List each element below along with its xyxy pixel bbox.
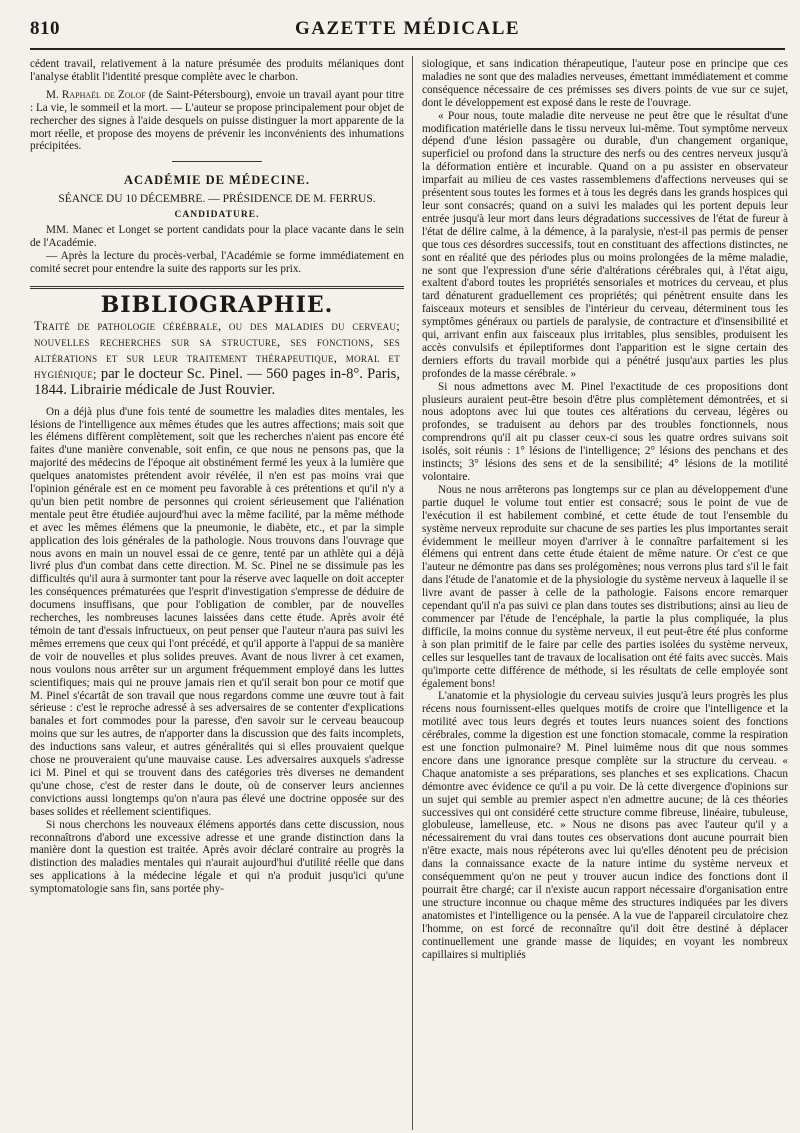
section-double-rule [30, 286, 404, 289]
zolof-author: M. Raphaël de Zolof [46, 88, 146, 101]
right-column [422, 58, 788, 1130]
zolof-paragraph [30, 89, 404, 154]
book-publication: par le docteur Sc. Pinel. — 560 pages in-8°. Paris, 1844. Librairie médicale de Just Rouvier. [34, 365, 400, 398]
zolof-text: (de Saint-Pétersbourg), envoie un travail ayant pour titre : La vie, le sommeil et la mort. — L'auteur se propose principalement pour objet de rechercher des signes à l'aide desquels on puisse distinguer la mort apparente de la mort réelle, et propose des moyens de prévenir les inconvénients des inhumations précipitées. [30, 88, 404, 153]
candidature-heading: CANDIDATURE. [174, 210, 260, 221]
book-title-text: Traité de pathologie cérébrale, ou des maladies du cerveau; nouvelles recherches sur sa structure, ses fonctions, ses altérations et sur leur traitement thérapeutique, moral et hygiénique; [34, 318, 400, 381]
right-paragraph-5: L'anatomie et la physiologie du cerveau suivies jusqu'à leurs progrès les plus récens nous fournissent-elles quelques motifs de croire que l'intelligence et la motilité avec tous leurs degrés et toutes leurs nuances soient des fonctions cérébrales, comme la digestion est une fonction stomacale, comme la respiration est une fonction pulmonaire? M. Pinel luimême nous dit que nous sommes encore dans une ignorance presque complète sur la structure du cerveau. « Chaque anatomiste a ses préparations, ses planches et ses explications. Chacun démontre avec évidence ce qu'il a pu voir. De là cette divergence d'opinions sur un sujet qui semble au premier aspect n'en admettre aucune; de là ces théories successives qui ont considéré cette structure comme fibreuse, linéaire, tubuleuse, globuleuse, lamelleuse, etc. » Nous ne disons pas avec l'auteur qu'il y a nécessairement du vrai dans toutes ces observations dont aucune pourrait bien n'être exacte, mais nous répéterons avec lui qu'elles dénotent peu de précision dans la connaissance exacte de la nature intime du système nerveux et conséquemment qu'on ne peut y trouver aucun indice des fonctions dont il pourrait être chargé; car il n'existe aucun rapport nécessaire d'organisation entre une structure inconnue ou chaque même des structures indiquées par les divers anatomistes et l'intelligence ou la pensée. A la vue de l'appareil circulatoire chez l'homme, on est forcé de reconnaître qu'il doit être destiné à déplacer continuellement une grande masse de liquides; en voyant les nombreux capillaires si multipliés [422, 690, 788, 961]
academy-title: ACADÉMIE DE MÉDECINE. [124, 173, 310, 188]
right-paragraph-quote: « Pour nous, toute maladie dite nerveuse ne peut être que le résultat d'une modification matérielle dans le tissu nerveux lui-même. Tout symptôme nerveux dépend d'une lésion passagère ou durable, d'un changement organique, superficiel ou profond dans la structure des nerfs ou des centres nerveux jusqu'à la déformation entière et incurable. Quand on a pu assister en observateur imparfait au milieu de ces vastes rassemblemens d'affections nerveuses qui se présentent sous toutes les formes et à tous les degrés dans les grands hospices qui leur sont consacrés; quand on a suivi les malades qui les portent depuis leur entrée jusqu'à leur mort dans leurs dégradations successives de l'état de fureur à l'état de délire calme, à la démence, à la paralysie, n'est-il pas permis de penser que tous ces désordres successifs, tout en constituant des affections distinctes, ne sont en réalité que des périodes plus ou moins prolongées de la même maladie, ne sont que l'expression d'une série d'altérations cérébrales qui, à l'état aigu, exaltent d'abord toutes les propriétés sensoriales et motrices du cerveau, et plus tard dénaturent graduellement ces propriétés; qui pénètrent ensuite dans les faisceaux moteurs et sensibles de l'intérieur du cerveau, déterminent tous les symptômes généraux ou partiels de paralysie, de contracture et d'insensibilité et qui, arrivant enfin aux faisceaux plus irritables, plus sensibles, produisent les accès convulsifs et épileptiformes dont l'apparition est le signe certain des derniers efforts du travail morbide qui a pénétré jusqu'aux parties les plus profondes de la masse cérébrale. » [422, 109, 788, 380]
candidature-text: MM. Manec et Longet se portent candidats pour la place vacante dans le sein de l'Académie. [30, 224, 404, 249]
left-column [30, 58, 404, 1130]
bibliography-title: BIBLIOGRAPHIE. [100, 291, 334, 318]
right-paragraph-1: siologique, et sans indication thérapeutique, l'auteur pose en principe que ces maladies ne sont que des maladies nerveuses, émettant immédiatement et comme conséquence nécessaire de ces prémisses ses divers points de vue sur ce sujet, dont le développement est exposé dans le reste de l'ouvrage. [422, 58, 788, 109]
secret-committee-text: — Après la lecture du procès-verbal, l'Académie se forme immédiatement en comité secret pour entendre la suite des rapports sur les prix. [30, 249, 404, 275]
review-paragraph-1: On a déjà plus d'une fois tenté de soumettre les maladies dites mentales, les lésions de l'intelligence aux mêmes études que les autres affections; mais soit que les élémens diffèrent complètement, soit que les recherches n'aient pas encore été faites d'une manière convenable, soit enfin, ce que nous ne pensons pas, que la majorité des médecins de l'époque ait obstinément fermé les yeux à la lumière que quelques anatomistes prétendent avoir révélée, il n'en est pas moins vrai que l'opinion générale est en ce moment peu favorable à ces prétentions et qu'il n'y a qu'un bien petit nombre de personnes qui croient sérieusement que l'aliénation mentale peut être étudiée aujourd'hui avec la même facilité, par la même méthode et avec les mêmes élémens que la pneumonie, le diabète, etc., et par la simple application des lois générales de la pathologie. Nous trouvons dans l'ouvrage que nous avons en main un nouvel essai de ce genre, tenté par un athlète qui a déjà livré plus d'un combat dans cette direction. M. Sc. Pinel ne se dissimule pas les difficultés qu'il aura à surmonter tant pour la réserve avec laquelle on doit accepter les conséquences prématurées que l'esprit d'investigation s'empresse de déduire de documens insuffisans, que pour l'obligation de combler, par de nouvelles recherches, les nombreuses lacunes laissées dans cette étude. Après avoir été témoin de tant d'essais infructueux, on peut penser que l'auteur n'aura pas suivi les mêmes erremens que ceux qui l'ont précédé, et qu'il apporte à l'appui de sa manière de voir de nouvelles et plus solides preuves. Avant de nous livrer à cet examen, nous voulons nous arrêter sur un argument fréquemment employé dans les luttes scientifiques; mais qui ne prouve jamais rien et qu'il serait bon pour ce motif que M. Pinel s'écartât de son travail que nous regardons comme une œuvre tout à fait sérieuse : c'est le reproche adressé à ses adversaires de se contenter d'explications banales et fort commodes pour la paresse, d'en savoir sur le cerveau beaucoup moins que sur les autres, de n'apporter dans la discussion que des faits incomplets, des inductions sans valeur, et autres généralités qui si elles prouvaient quelque chose ne prouveraient qu'une mauvaise cause. Les adversaires auxquels s'adresse ici M. Pinel et qui se trouvent dans des catégories très diverses ne demandent qu'une chose, c'est de rester dans le doute, où de conserver leurs anciennes convictions aussi longtemps qu'on n'aura pas élevé une doctrine opposée sur des bases solides et réellement scientifiques. [30, 405, 404, 818]
review-paragraph-2: Si nous cherchons les nouveaux élémens apportés dans cette discussion, nous reconnaîtrons d'abord une excessive adresse et une grande distinction dans la manière dont la question est traitée. Après avoir déclaré contraire au progrès la distinction des maladies mentales qui n'aurait aujourd'hui d'utilité réelle que dans ses applications à la médecine légale et qui n'a produit jusqu'ici qu'une symptomatologie sans fin, sans portée phy- [30, 818, 404, 896]
masthead-title: GAZETTE MÉDICALE [294, 18, 521, 39]
page-header [30, 18, 785, 46]
column-divider [412, 56, 413, 1130]
right-paragraph-3: Si nous admettons avec M. Pinel l'exactitude de ces propositions dont plusieurs auraient peut-être besoin d'être plus complètement démontrées, et si nous adoptons avec lui que toutes ces altérations du cerveau, légères ou profondes, se traduisent au dehors par des troubles fonctionnels, nous comprendrons qu'il ait pu classer ceux-ci sous les quatre ordres suivans soit isolés, soit réunis : 1° lésions de l'intelligence; 2° lésions des penchans et des instincts; 3° lésions des sens et de la sensibilité; 4° lésions de la motilité volontaire. [422, 380, 788, 483]
book-title [34, 318, 400, 398]
session-line: SÉANCE DU 10 DÉCEMBRE. — PRÉSIDENCE DE M. FERRUS. [58, 193, 376, 206]
short-divider [172, 161, 262, 162]
header-rule [30, 48, 785, 50]
left-paragraph-1: cédent travail, relativement à la nature présumée des produits mélaniques dont l'analyse établit l'identité presque complète avec le charbon. [30, 58, 404, 83]
right-paragraph-4: Nous ne nous arrêterons pas longtemps sur ce plan au développement d'une partie duquel le volume tout entier est consacré; sous le point de vue de l'exécution il est habilement combiné, et cette étude de tout l'ensemble du système nerveux reproduite sur chacune de ses parties les plus importantes serait évidemment le meilleur moyen d'arriver à le connaître parfaitement si les élémens qui entrent dans cette étude étaient de même nature. Or c'est ce que l'auteur ne démontre pas dans ses prolégomènes; nous verrons plus tard s'il le fait dans l'étude de l'anatomie et de la physiologie du système nerveux à laquelle il se livre avant de passer à celle de la pathologie. Faisons encore remarquer cependant qu'il n'a pas suivi ce plan dans toutes ses distributions; ainsi au lieu de commencer par l'étude de l'encéphale, la partie la plus compliquée, la plus difficile, la moins connue du système nerveux, il eut peut-être été plus conforme à son plan primitif de le faire par celle des parties isolées du système nerveux, celles sur lesquelles tant de travaux de localisation ont été faits avec succès. Mais qu'importe cette différence de méthode, si les résultats de celle employée sont également bons! [422, 483, 788, 690]
page-number: 810 [30, 18, 60, 39]
